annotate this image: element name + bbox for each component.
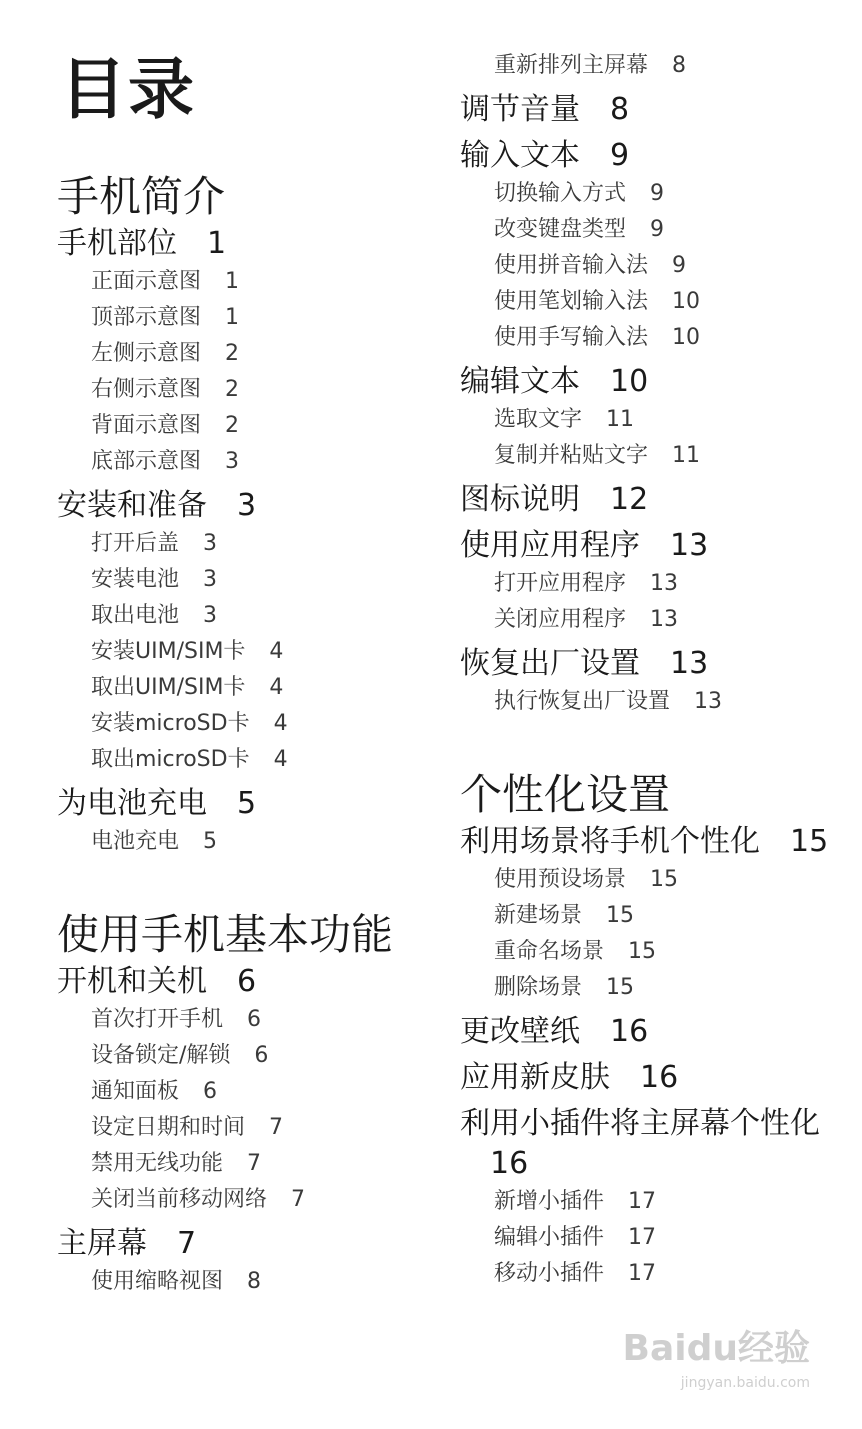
toc-entry xyxy=(57,706,437,742)
toc-page-number: 16 xyxy=(640,1060,679,1095)
toc-page-number: 15 xyxy=(790,824,829,859)
toc-entry-title: 打开后盖 xyxy=(91,531,180,556)
toc-entry-title: 删除场景 xyxy=(494,975,583,1000)
toc-page-number: 5 xyxy=(237,786,257,821)
toc-entry xyxy=(460,48,840,84)
toc-entry-title: 取出microSD卡 xyxy=(91,747,250,772)
toc-page-number: 9 xyxy=(610,138,630,173)
toc-heading xyxy=(460,644,840,684)
toc-page-number: 15 xyxy=(650,867,679,892)
toc-entry xyxy=(57,562,437,598)
toc-entry xyxy=(57,372,437,408)
toc-page-number: 7 xyxy=(291,1187,306,1212)
toc-entry xyxy=(460,284,840,320)
toc-entry xyxy=(460,862,840,898)
toc-page-number: 13 xyxy=(694,689,723,714)
toc-right-column xyxy=(460,48,840,1292)
toc-heading xyxy=(460,1104,840,1184)
toc-heading xyxy=(460,822,840,862)
toc-page-number: 16 xyxy=(610,1014,649,1049)
toc-heading xyxy=(460,362,840,402)
toc-page-number: 6 xyxy=(237,964,257,999)
toc-page-number: 13 xyxy=(670,646,709,681)
toc-entry xyxy=(57,526,437,562)
toc-page-number: 9 xyxy=(672,253,687,278)
toc-entry-title: 通知面板 xyxy=(91,1079,180,1104)
toc-entry xyxy=(57,1110,437,1146)
toc-page-number: 10 xyxy=(672,325,701,350)
toc-page-number: 11 xyxy=(672,443,701,468)
toc-entry-title: 更改壁纸 xyxy=(460,1014,580,1049)
toc-heading xyxy=(460,90,840,130)
toc-heading xyxy=(57,962,437,1002)
toc-page-number: 1 xyxy=(225,269,240,294)
toc-entry xyxy=(57,1074,437,1110)
toc-entry-title: 取出UIM/SIM卡 xyxy=(91,675,246,700)
toc-page-number: 11 xyxy=(606,407,635,432)
toc-page-number: 8 xyxy=(672,53,687,78)
toc-page-number: 1 xyxy=(225,305,240,330)
toc-page-number: 3 xyxy=(203,531,218,556)
toc-page-number: 10 xyxy=(610,364,649,399)
toc-entry xyxy=(460,320,840,356)
toc-entry xyxy=(57,824,437,860)
toc-entry-title: 使用缩略视图 xyxy=(91,1269,224,1294)
toc-entry-title: 顶部示意图 xyxy=(91,305,202,330)
toc-entry-title: 安装和准备 xyxy=(57,488,207,523)
toc-entry-title: 执行恢复出厂设置 xyxy=(494,689,671,714)
toc-page-number: 4 xyxy=(269,675,284,700)
toc-left-column xyxy=(57,170,437,1300)
toc-entry-title: 复制并粘贴文字 xyxy=(494,443,649,468)
toc-entry xyxy=(460,1184,840,1220)
toc-entry-title: 安装UIM/SIM卡 xyxy=(91,639,246,664)
toc-entry-title: 取出电池 xyxy=(91,603,180,628)
toc-entry xyxy=(460,248,840,284)
toc-page-number: 15 xyxy=(628,939,657,964)
toc-entry-title: 使用应用程序 xyxy=(460,528,640,563)
toc-section xyxy=(57,908,437,962)
toc-entry-title: 开机和关机 xyxy=(57,964,207,999)
toc-page-number: 8 xyxy=(247,1269,262,1294)
toc-page-number: 4 xyxy=(269,639,284,664)
toc-entry-title: 安装microSD卡 xyxy=(91,711,250,736)
toc-page-number: 5 xyxy=(203,829,218,854)
toc-entry-title: 输入文本 xyxy=(460,138,580,173)
toc-entry-title: 新增小插件 xyxy=(494,1189,605,1214)
toc-page-number: 4 xyxy=(273,747,288,772)
toc-heading xyxy=(57,224,437,264)
toc-page-number: 6 xyxy=(203,1079,218,1104)
toc-entry-title: 关闭当前移动网络 xyxy=(91,1187,268,1212)
toc-entry-title: 利用场景将手机个性化 xyxy=(460,824,760,859)
toc-entry-title: 使用手机基本功能 xyxy=(57,910,394,959)
toc-page-number: 2 xyxy=(225,413,240,438)
toc-page-number: 10 xyxy=(672,289,701,314)
toc-entry xyxy=(57,742,437,778)
toc-entry-title: 背面示意图 xyxy=(91,413,202,438)
toc-entry-title: 改变键盘类型 xyxy=(494,217,627,242)
toc-entry xyxy=(57,634,437,670)
toc-section xyxy=(460,768,840,822)
toc-entry xyxy=(460,934,840,970)
toc-entry xyxy=(57,1038,437,1074)
toc-entry-title: 编辑小插件 xyxy=(494,1225,605,1250)
toc-entry-title: 恢复出厂设置 xyxy=(460,646,640,681)
toc-entry xyxy=(57,1002,437,1038)
toc-entry xyxy=(57,598,437,634)
toc-entry xyxy=(460,602,840,638)
toc-heading xyxy=(57,1224,437,1264)
toc-entry-title: 主屏幕 xyxy=(57,1226,147,1261)
toc-entry xyxy=(57,336,437,372)
toc-heading xyxy=(460,1058,840,1098)
toc-entry xyxy=(57,408,437,444)
toc-heading xyxy=(57,486,437,526)
toc-page-number: 6 xyxy=(254,1043,269,1068)
toc-heading xyxy=(460,526,840,566)
toc-page-number: 7 xyxy=(269,1115,284,1140)
toc-heading xyxy=(460,480,840,520)
toc-entry xyxy=(460,402,840,438)
toc-page-number: 15 xyxy=(606,903,635,928)
toc-entry-title: 首次打开手机 xyxy=(91,1007,224,1032)
toc-entry xyxy=(460,176,840,212)
toc-entry-title: 使用手写输入法 xyxy=(494,325,649,350)
toc-page-number: 2 xyxy=(225,377,240,402)
toc-page-number: 6 xyxy=(247,1007,262,1032)
toc-entry-title: 使用预设场景 xyxy=(494,867,627,892)
toc-entry xyxy=(460,1256,840,1292)
toc-page-number: 13 xyxy=(670,528,709,563)
toc-entry-title: 调节音量 xyxy=(460,92,580,127)
toc-entry xyxy=(460,898,840,934)
toc-entry xyxy=(57,444,437,480)
toc-entry xyxy=(57,1182,437,1218)
toc-page-number: 7 xyxy=(177,1226,197,1261)
toc-entry xyxy=(460,970,840,1006)
toc-page-number: 4 xyxy=(273,711,288,736)
toc-page-number: 17 xyxy=(628,1261,657,1286)
toc-entry-title: 个性化设置 xyxy=(460,770,671,819)
toc-entry-title: 切换输入方式 xyxy=(494,181,627,206)
toc-entry xyxy=(460,1220,840,1256)
toc-page-number: 15 xyxy=(606,975,635,1000)
toc-entry-title: 使用笔划输入法 xyxy=(494,289,649,314)
toc-page-number: 13 xyxy=(650,607,679,632)
toc-page-number: 3 xyxy=(203,567,218,592)
toc-entry-title: 禁用无线功能 xyxy=(91,1151,224,1176)
toc-entry xyxy=(57,1264,437,1300)
toc-entry-title: 底部示意图 xyxy=(91,449,202,474)
toc-entry xyxy=(57,264,437,300)
toc-entry-title: 右侧示意图 xyxy=(91,377,202,402)
toc-heading xyxy=(57,784,437,824)
toc-section xyxy=(57,170,437,224)
toc-entry-title: 关闭应用程序 xyxy=(494,607,627,632)
toc-entry-title: 图标说明 xyxy=(460,482,580,517)
toc-entry-title: 设定日期和时间 xyxy=(91,1115,246,1140)
toc-entry-title: 设备锁定/解锁 xyxy=(91,1043,231,1068)
toc-page-number: 9 xyxy=(650,217,665,242)
toc-entry-title: 新建场景 xyxy=(494,903,583,928)
toc-entry xyxy=(460,684,840,720)
toc-entry-title: 重新排列主屏幕 xyxy=(494,53,649,78)
toc-page-number: 1 xyxy=(207,226,227,261)
page-title: 目录 xyxy=(60,51,196,128)
toc-page-number: 7 xyxy=(247,1151,262,1176)
toc-entry-title: 编辑文本 xyxy=(460,364,580,399)
watermark-url: jingyan.baidu.com xyxy=(680,1375,810,1391)
toc-entry-title: 选取文字 xyxy=(494,407,583,432)
toc-entry-title: 使用拼音输入法 xyxy=(494,253,649,278)
toc-page-number: 16 xyxy=(490,1146,529,1181)
toc-entry xyxy=(460,438,840,474)
toc-entry-title: 移动小插件 xyxy=(494,1261,605,1286)
toc-heading xyxy=(460,136,840,176)
toc-entry-title: 手机部位 xyxy=(57,226,177,261)
toc-entry xyxy=(57,1146,437,1182)
toc-page-number: 17 xyxy=(628,1225,657,1250)
toc-entry xyxy=(57,670,437,706)
watermark-logo: Baidu经验 xyxy=(622,1328,810,1369)
toc-entry-title: 利用小插件将主屏幕个性化 xyxy=(460,1106,820,1141)
toc-page-number: 13 xyxy=(650,571,679,596)
toc-page-number: 17 xyxy=(628,1189,657,1214)
toc-entry xyxy=(460,566,840,602)
toc-entry-title: 安装电池 xyxy=(91,567,180,592)
toc-page-number: 3 xyxy=(225,449,240,474)
toc-entry-title: 电池充电 xyxy=(91,829,180,854)
toc-page-number: 3 xyxy=(237,488,257,523)
toc-entry-title: 为电池充电 xyxy=(57,786,207,821)
toc-heading xyxy=(460,1012,840,1052)
toc-entry-title: 左侧示意图 xyxy=(91,341,202,366)
toc-entry xyxy=(460,212,840,248)
toc-entry-title: 应用新皮肤 xyxy=(460,1060,610,1095)
toc-entry-title: 手机简介 xyxy=(57,172,226,221)
toc-entry-title: 重命名场景 xyxy=(494,939,605,964)
toc-page-number: 9 xyxy=(650,181,665,206)
toc-entry xyxy=(57,300,437,336)
toc-entry-title: 打开应用程序 xyxy=(494,571,627,596)
toc-page-number: 3 xyxy=(203,603,218,628)
toc-page-number: 8 xyxy=(610,92,630,127)
toc-page-number: 12 xyxy=(610,482,649,517)
toc-page-number: 2 xyxy=(225,341,240,366)
toc-entry-title: 正面示意图 xyxy=(91,269,202,294)
